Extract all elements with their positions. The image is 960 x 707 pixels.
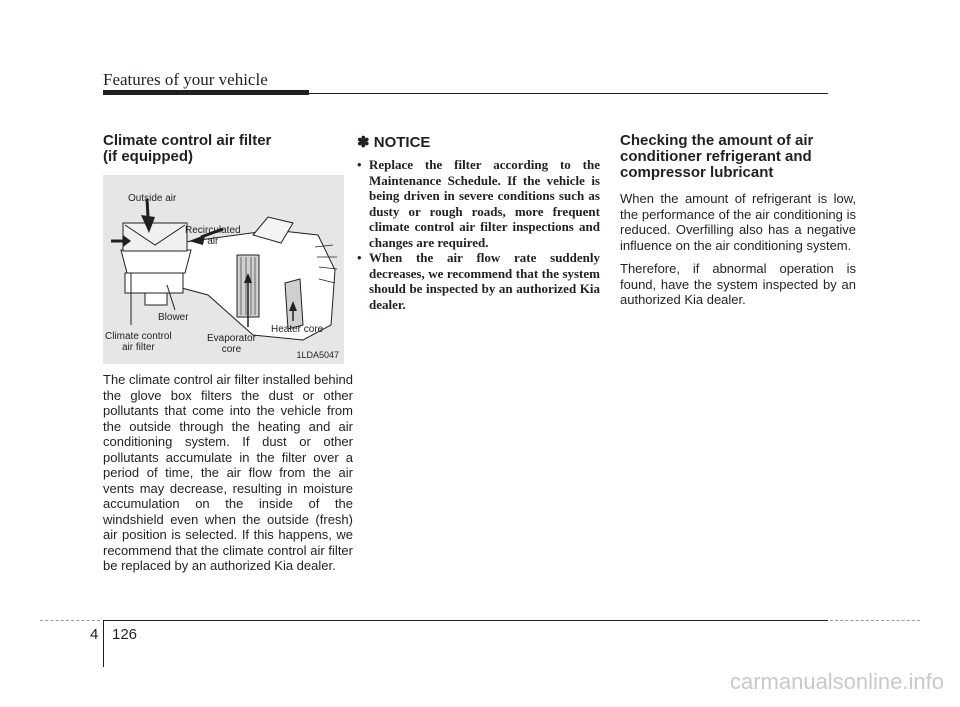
- notice-list: [357, 157, 600, 312]
- refrigerant-para-1: When the amount of refrigerant is low, the performance of the air conditioning is reduced. Overfilling also has a negative influence on the air conditioning system.: [620, 191, 856, 253]
- header-rule-thin: [309, 93, 828, 94]
- filter-diagram: [103, 175, 344, 364]
- left-column: [103, 133, 353, 165]
- footer-tick: [103, 620, 104, 667]
- label-evaporator: Evaporator core: [207, 333, 256, 355]
- header-rule-thick: [103, 90, 309, 95]
- footer-chapter: 4: [90, 626, 99, 643]
- header-title: Features of your vehicle: [103, 70, 268, 89]
- refrigerant-para-2: Therefore, if abnormal operation is found, have the system inspected by an authorized Kia dealer.: [620, 261, 856, 307]
- notice-item: • Replace the filter according to the Maintenance Schedule. If the vehicle is being driven in severe conditions such as dusty or rough roads, more frequent climate control air filter inspections and changes are required.: [357, 157, 600, 250]
- notice-item: • When the air flow rate suddenly decreases, we recommend that the system should be inspected by an authorized Kia dealer.: [357, 250, 600, 312]
- label-heater: Heater core: [271, 324, 324, 335]
- label-blower: Blower: [158, 312, 189, 323]
- filter-section-heading: Climate control air filter (if equipped): [103, 132, 272, 165]
- bullet-icon: •: [357, 157, 362, 172]
- filter-body: The climate control air filter installed behind the glove box filters the dust or other pollutants that come into the vehicle from the outside through the heating and air conditioning system. If dust or other pollutants accumulate in the filter over a period of time, the air flow from the air vents may decrease, resulting in moisture accumulation on the inside of the windshield even when the outside (fresh) air position is selected. If this happens, we recommend that the climate control air filter be replaced by an authorized Kia dealer.: [103, 372, 354, 573]
- label-filter: Climate control air filter: [105, 331, 172, 353]
- footer-rule: [103, 620, 828, 621]
- footer-dots-left: [40, 620, 100, 621]
- right-column: [620, 133, 856, 308]
- notice-title: ✽ NOTICE: [357, 134, 431, 151]
- figure-code: 1LDA5047: [296, 350, 339, 360]
- footer-dots-right: [830, 620, 920, 621]
- bullet-icon: •: [357, 250, 362, 265]
- label-outside-air: Outside air: [128, 193, 177, 204]
- footer-page-number: 126: [112, 626, 138, 643]
- label-recirculated-air: Recirculated air: [185, 225, 241, 247]
- notice-column: [357, 133, 600, 312]
- refrigerant-heading: Checking the amount of air conditioner refrigerant and compressor lubricant: [620, 132, 814, 181]
- watermark: carmanualsonline.info: [729, 669, 944, 694]
